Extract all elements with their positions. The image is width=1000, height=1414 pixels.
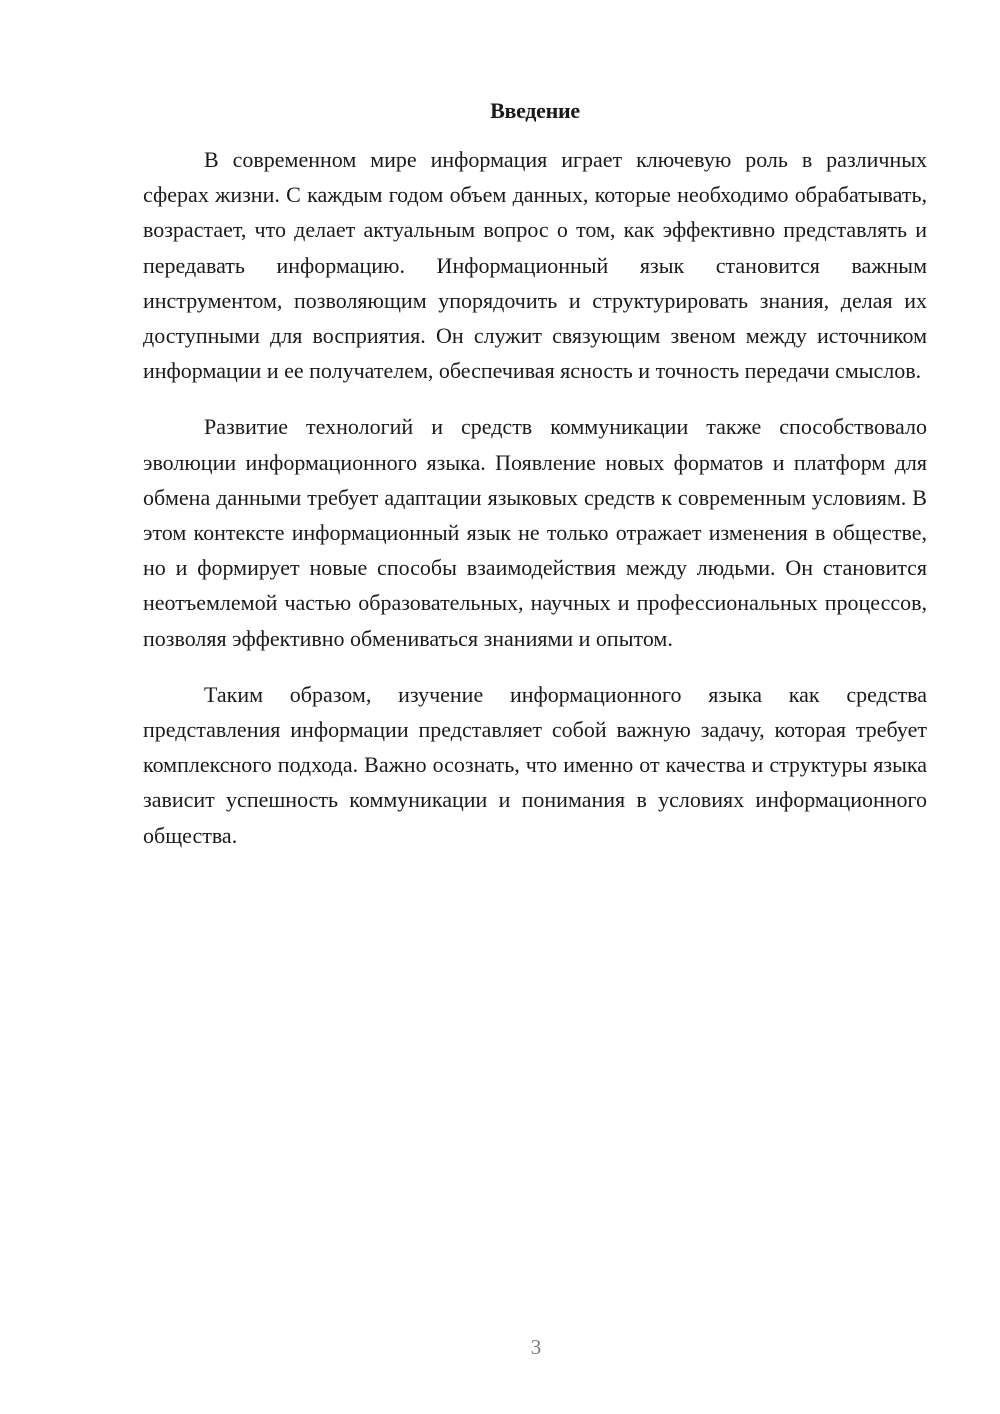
page-number: 3	[530, 1335, 542, 1359]
paragraph-2: Развитие технологий и средств коммуникации также способствовало эволюции информационного языка. Появление новых форматов и платформ для обмена данными требует адаптации языковых средств к современным условиям. В этом контексте информационный язык не только отражает изменения в обществе, но и формирует новые способы взаимодействия между людьми. Он становится неотъемлемой частью образовательных, научных и профессиональных процессов, позволяя эффективно обмениваться знаниями и опытом.	[143, 414, 927, 651]
section-title: Введение	[490, 98, 580, 123]
document-body	[143, 142, 927, 874]
paragraph-1: В современном мире информация играет ключевую роль в различных сферах жизни. С каждым годом объем данных, которые необходимо обрабатывать, возрастает, что делает актуальным вопрос о том, как эффективно представлять и передавать информацию. Информационный язык становится важным инструментом, позволяющим упорядочить и структурировать знания, делая их доступными для восприятия. Он служит связующим звеном между источником информации и ее получателем, обеспечивая ясность и точность передачи смыслов.	[143, 147, 927, 384]
paragraph-3: Таким образом, изучение информационного языка как средства представления информации представляет собой важную задачу, которая требует комплексного подхода. Важно осознать, что именно от качества и структуры языка зависит успешность коммуникации и понимания в условиях информационного общества.	[143, 681, 927, 848]
